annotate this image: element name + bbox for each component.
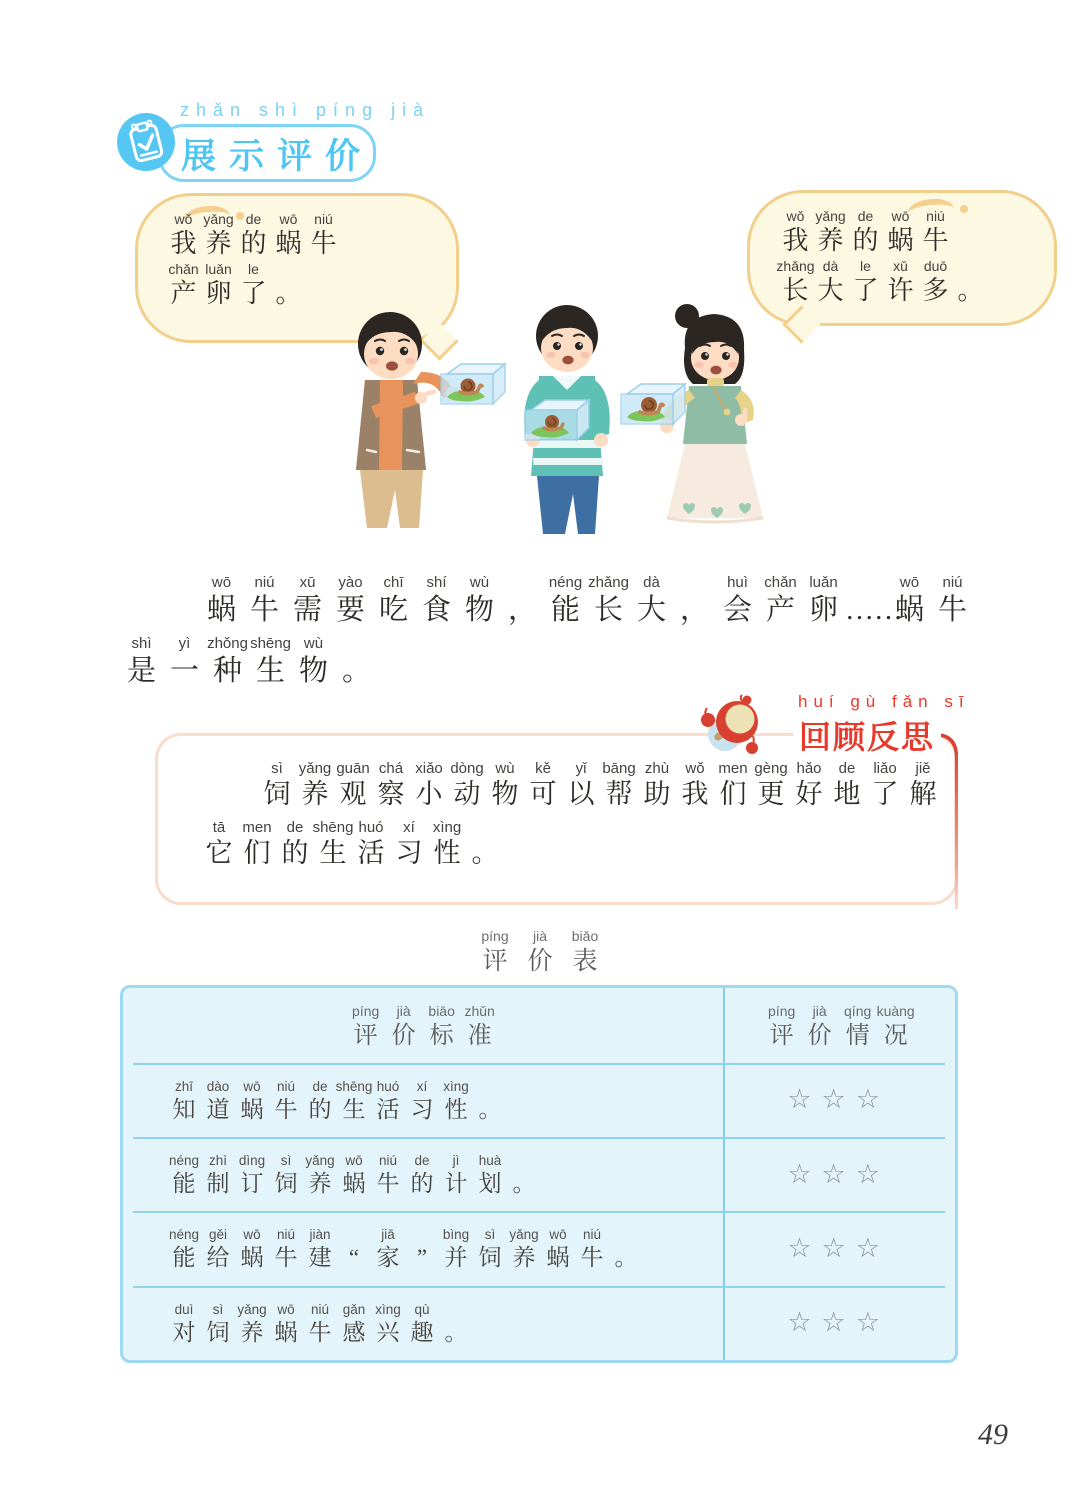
reflection-line1: sì 饲 yǎng 养 guān 观 chá 察 xiǎo 小 dòng 动 wù 物 kě 可 yǐ 以 bāng 帮 zhù 助 wǒ 我 men 们 gèng 更 hǎo 好 de 地 liǎo 了 jiě 解 bbox=[263, 760, 937, 809]
header-cell-criteria bbox=[123, 988, 722, 1063]
criteria-text: zhī 知 dào 道 wō 蜗 niú 牛 de 的 shēng 生 huó 活 xí 习 xìng 性 。 bbox=[172, 1078, 502, 1122]
reflection-header-title: 回顾反思 bbox=[793, 712, 941, 758]
rating-stars[interactable]: ☆☆☆ bbox=[787, 1233, 890, 1265]
rating-stars[interactable]: ☆☆☆ bbox=[787, 1084, 890, 1116]
section-header-title: 展示评价 bbox=[181, 137, 374, 176]
evaluation-title-ruby: píng 评 jià 价 biǎo 表 bbox=[481, 928, 599, 975]
bubble-right-line1: wǒ 我 yǎng 养 de 的 wō 蜗 niú 牛 bbox=[782, 208, 949, 255]
bubble-left-line2: chǎn 产 luǎn 卵 le 了 。 bbox=[168, 260, 302, 308]
snail-tank bbox=[621, 384, 685, 424]
children-illustration bbox=[283, 288, 803, 551]
reflection-line2: tā 它 men 们 de 的 shēng 生 huó 活 xí 习 xìng 性 。 bbox=[205, 818, 499, 868]
rating-stars[interactable]: ☆☆☆ bbox=[787, 1158, 890, 1190]
status-cell bbox=[722, 1063, 955, 1137]
bubble-left-line1: wǒ 我 yǎng 养 de 的 wō 蜗 niú 牛 bbox=[170, 211, 337, 258]
clipboard-check-icon bbox=[116, 112, 176, 177]
page-number: 49 bbox=[978, 1418, 1008, 1451]
table-row bbox=[123, 1211, 955, 1285]
table-row bbox=[123, 1063, 955, 1137]
criteria-cell bbox=[123, 1286, 722, 1360]
status-cell bbox=[722, 1211, 955, 1285]
reflection-text bbox=[200, 758, 940, 876]
paragraph-line2: shì 是 yì 一 zhǒng 种 shēng 生 wù 物 。 bbox=[126, 635, 371, 688]
header-status-text: píng 评 jià 价 qíng 情 kuàng 况 bbox=[768, 1002, 915, 1049]
evaluation-table bbox=[120, 985, 958, 1363]
boy-left bbox=[356, 312, 461, 528]
rating-stars[interactable]: ☆☆☆ bbox=[787, 1307, 890, 1339]
evaluation-table-title bbox=[120, 926, 960, 977]
bubble-right-line2: zhǎng 长 dà 大 le 了 xǔ 许 duō 多 。 bbox=[776, 257, 984, 305]
header-cell-status bbox=[722, 988, 955, 1063]
table-row bbox=[123, 1286, 955, 1360]
criteria-text: duì 对 sì 饲 yǎng 养 wō 蜗 niú 牛 gǎn 感 xìng 兴 qù 趣 。 bbox=[172, 1301, 468, 1345]
paragraph-line1: wō 蜗 niú 牛 xū 需 yào 要 chī 吃 shí 食 wù 物 ， néng 能 zhǎng 长 dà 大 ， huì 会 chǎn 产 luǎn 卵 …… wō 蜗 niú 牛 bbox=[206, 574, 967, 626]
criteria-cell bbox=[123, 1063, 722, 1137]
criteria-cell bbox=[123, 1137, 722, 1211]
criteria-text: néng 能 zhì 制 dìng 订 sì 饲 yǎng 养 wō 蜗 niú 牛 de 的 jì 计 huà 划 。 bbox=[168, 1153, 536, 1197]
header-criteria-text: píng 评 jià 价 biāo 标 zhǔn 准 bbox=[352, 1002, 495, 1049]
status-cell bbox=[722, 1137, 955, 1211]
main-paragraph bbox=[120, 572, 1000, 694]
reflection-header-pinyin: huí gù fǎn sī bbox=[798, 692, 970, 711]
criteria-cell bbox=[123, 1211, 722, 1285]
table-row bbox=[123, 1137, 955, 1211]
status-cell bbox=[722, 1286, 955, 1360]
table-header-row bbox=[123, 988, 955, 1063]
snail-tank bbox=[441, 364, 505, 404]
criteria-text: néng 能 gěi 给 wō 蜗 niú 牛 jiàn 建 “ jiā 家 ” bìng 并 sì 饲 yǎng 养 wō 蜗 niú 牛 。 bbox=[168, 1227, 638, 1271]
section-header-pinyin: zhǎn shì píng jià bbox=[180, 100, 431, 120]
